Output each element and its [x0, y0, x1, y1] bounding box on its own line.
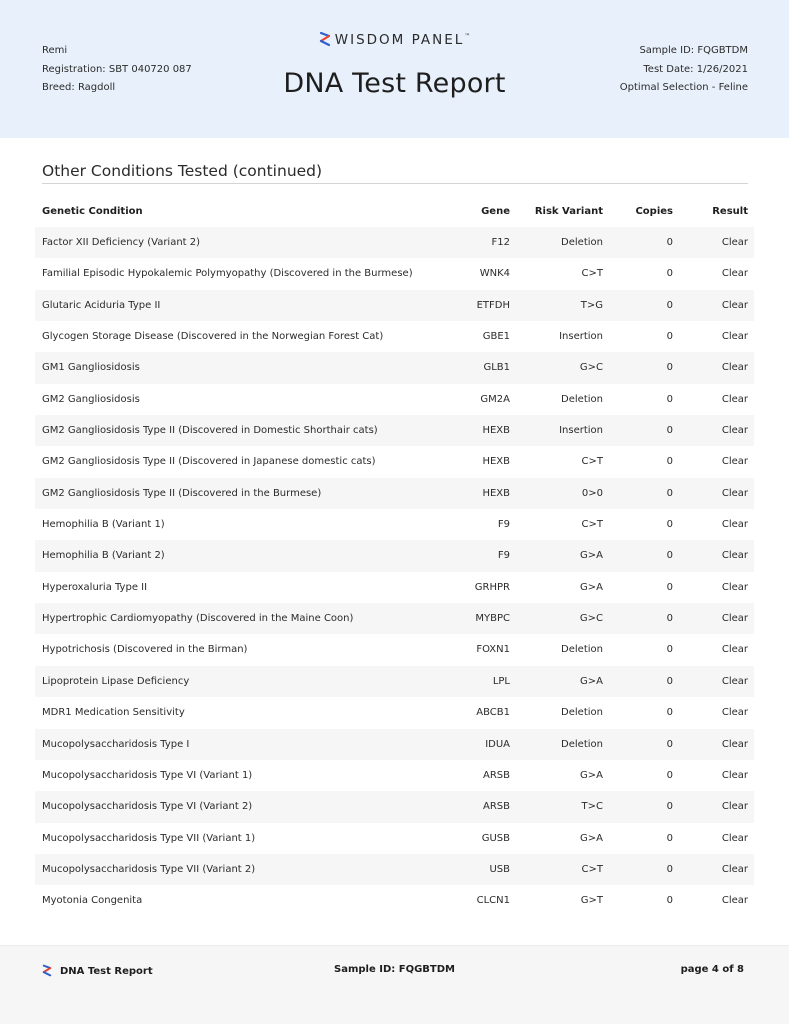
- section-title: Other Conditions Tested (continued): [42, 162, 323, 180]
- result-cell: Clear: [721, 863, 748, 875]
- condition-cell: GM1 Gangliosidosis: [42, 362, 140, 374]
- risk-variant-cell: G>A: [580, 832, 603, 844]
- result-cell: Clear: [721, 331, 748, 343]
- condition-cell: Mucopolysaccharidosis Type I: [42, 738, 190, 750]
- risk-variant-cell: G>T: [580, 895, 603, 907]
- gene-cell: F12: [491, 237, 510, 248]
- copies-cell: 0: [666, 268, 673, 280]
- footer-page-number: page 4 of 8: [680, 964, 744, 975]
- registration: Registration: SBT 040720 087: [42, 63, 192, 75]
- table-row: [35, 415, 754, 446]
- risk-variant-cell: G>C: [579, 613, 603, 625]
- condition-cell: GM2 Gangliosidosis Type II (Discovered in Domestic Shorthair cats): [42, 425, 378, 437]
- risk-variant-cell: T>C: [581, 801, 603, 813]
- condition-cell: Glycogen Storage Disease (Discovered in the Norwegian Forest Cat): [42, 331, 384, 343]
- table-row: [35, 478, 754, 509]
- copies-cell: 0: [666, 299, 673, 311]
- table-row: [35, 729, 754, 760]
- risk-variant-cell: Insertion: [559, 425, 603, 437]
- report-header: [0, 0, 789, 138]
- condition-cell: Familial Episodic Hypokalemic Polymyopathy (Discovered in the Burmese): [42, 268, 413, 280]
- condition-cell: Hemophilia B (Variant 1): [42, 519, 165, 531]
- risk-variant-cell: G>A: [580, 550, 603, 562]
- table-row: [35, 697, 754, 728]
- gene-cell: MYBPC: [475, 613, 510, 625]
- table-row: [35, 760, 754, 791]
- risk-variant-cell: G>A: [580, 769, 603, 781]
- gene-cell: F9: [497, 519, 510, 531]
- table-row: [35, 823, 754, 854]
- risk-variant-cell: G>A: [580, 581, 603, 593]
- gene-cell: GBE1: [482, 331, 510, 343]
- gene-cell: ABCB1: [476, 707, 510, 719]
- result-cell: Clear: [721, 895, 748, 907]
- copies-cell: 0: [666, 738, 673, 750]
- result-cell: Clear: [721, 456, 748, 468]
- test-date: Test Date: 1/26/2021: [643, 63, 748, 75]
- copies-cell: 0: [666, 769, 673, 781]
- gene-cell: GLB1: [483, 362, 510, 374]
- gene-cell: HEXB: [482, 487, 510, 499]
- result-cell: Clear: [721, 832, 748, 844]
- column-header-copies: Copies: [635, 206, 673, 217]
- report-title: DNA Test Report: [283, 68, 506, 99]
- result-cell: Clear: [721, 519, 748, 531]
- risk-variant-cell: C>T: [581, 456, 603, 468]
- result-cell: Clear: [721, 550, 748, 562]
- risk-variant-cell: G>C: [579, 362, 603, 374]
- risk-variant-cell: Deletion: [561, 393, 603, 405]
- table-row: [35, 227, 754, 258]
- result-cell: Clear: [721, 425, 748, 437]
- table-row: [35, 603, 754, 634]
- copies-cell: 0: [666, 895, 673, 907]
- condition-cell: Hemophilia B (Variant 2): [42, 550, 165, 562]
- table-row: [35, 509, 754, 540]
- result-cell: Clear: [721, 393, 748, 405]
- condition-cell: Mucopolysaccharidosis Type VI (Variant 2): [42, 801, 253, 813]
- wisdom-panel-logo-icon: [319, 31, 331, 51]
- gene-cell: ETFDH: [476, 299, 510, 311]
- copies-cell: 0: [666, 331, 673, 343]
- table-row: [35, 384, 754, 415]
- table-row: [35, 791, 754, 822]
- copies-cell: 0: [666, 707, 673, 719]
- gene-cell: GUSB: [481, 832, 510, 844]
- condition-cell: GM2 Gangliosidosis Type II (Discovered in the Burmese): [42, 487, 322, 499]
- risk-variant-cell: Deletion: [561, 644, 603, 656]
- product-name: Optimal Selection - Feline: [619, 82, 748, 93]
- result-cell: Clear: [721, 707, 748, 719]
- gene-cell: GRHPR: [474, 581, 510, 593]
- table-row: [35, 321, 754, 352]
- copies-cell: 0: [666, 863, 673, 875]
- result-cell: Clear: [721, 299, 748, 311]
- table-row: [35, 446, 754, 477]
- condition-cell: Hypertrophic Cardiomyopathy (Discovered in the Maine Coon): [42, 613, 354, 625]
- section-divider: [42, 183, 748, 184]
- table-header-row: [35, 196, 754, 227]
- table-row: [35, 540, 754, 571]
- result-cell: Clear: [721, 581, 748, 593]
- risk-variant-cell: C>T: [581, 863, 603, 875]
- table-row: [35, 572, 754, 603]
- condition-cell: Mucopolysaccharidosis Type VII (Variant 2): [42, 863, 256, 875]
- condition-cell: Hypotrichosis (Discovered in the Birman): [42, 644, 248, 656]
- condition-cell: Lipoprotein Lipase Deficiency: [42, 675, 190, 687]
- sample-info: [620, 42, 748, 98]
- result-cell: Clear: [721, 769, 748, 781]
- gene-cell: FOXN1: [476, 644, 510, 656]
- copies-cell: 0: [666, 801, 673, 813]
- gene-cell: ARSB: [483, 769, 510, 781]
- column-header-condition: Genetic Condition: [42, 206, 143, 217]
- table-row: [35, 258, 754, 289]
- gene-cell: IDUA: [485, 738, 510, 750]
- result-cell: Clear: [721, 487, 748, 499]
- table-row: [35, 666, 754, 697]
- copies-cell: 0: [666, 237, 673, 248]
- risk-variant-cell: Deletion: [561, 237, 603, 248]
- condition-cell: Factor XII Deficiency (Variant 2): [42, 237, 201, 248]
- copies-cell: 0: [666, 550, 673, 562]
- condition-cell: Hyperoxaluria Type II: [42, 581, 148, 593]
- pet-name: Remi: [42, 45, 68, 56]
- result-cell: Clear: [721, 801, 748, 813]
- result-cell: Clear: [721, 675, 748, 687]
- risk-variant-cell: G>A: [580, 675, 603, 687]
- gene-cell: HEXB: [482, 425, 510, 437]
- condition-cell: GM2 Gangliosidosis: [42, 393, 140, 405]
- gene-cell: F9: [497, 550, 510, 562]
- gene-cell: GM2A: [480, 393, 510, 405]
- breed: Breed: Ragdoll: [42, 82, 116, 93]
- condition-cell: Glutaric Aciduria Type II: [42, 299, 161, 311]
- result-cell: Clear: [721, 644, 748, 656]
- footer-title: DNA Test Report: [60, 966, 153, 977]
- risk-variant-cell: Deletion: [561, 707, 603, 719]
- copies-cell: 0: [666, 456, 673, 468]
- gene-cell: WNK4: [479, 268, 510, 280]
- copies-cell: 0: [666, 425, 673, 437]
- condition-cell: Mucopolysaccharidosis Type VI (Variant 1): [42, 769, 253, 781]
- report-footer: [0, 945, 789, 1024]
- risk-variant-cell: Insertion: [559, 331, 603, 343]
- conditions-table: [35, 196, 754, 917]
- sample-id: Sample ID: FQGBTDM: [639, 45, 748, 56]
- table-row: [35, 885, 754, 916]
- copies-cell: 0: [666, 519, 673, 531]
- result-cell: Clear: [721, 362, 748, 374]
- copies-cell: 0: [666, 613, 673, 625]
- condition-cell: Mucopolysaccharidosis Type VII (Variant 1): [42, 832, 256, 844]
- result-cell: Clear: [721, 268, 748, 280]
- risk-variant-cell: C>T: [581, 519, 603, 531]
- risk-variant-cell: T>G: [580, 299, 603, 311]
- gene-cell: ARSB: [483, 801, 510, 813]
- result-cell: Clear: [721, 237, 748, 248]
- gene-cell: USB: [489, 863, 510, 875]
- column-header-gene: Gene: [481, 206, 510, 217]
- risk-variant-cell: C>T: [581, 268, 603, 280]
- copies-cell: 0: [666, 487, 673, 499]
- table-row: [35, 352, 754, 383]
- result-cell: Clear: [721, 613, 748, 625]
- table-row: [35, 634, 754, 665]
- risk-variant-cell: Deletion: [561, 738, 603, 750]
- footer-sample-id: Sample ID: FQGBTDM: [334, 964, 455, 975]
- copies-cell: 0: [666, 581, 673, 593]
- copies-cell: 0: [666, 393, 673, 405]
- copies-cell: 0: [666, 362, 673, 374]
- table-row: [35, 854, 754, 885]
- column-header-result: Result: [712, 206, 748, 217]
- column-header-risk-variant: Risk Variant: [534, 206, 603, 217]
- copies-cell: 0: [666, 644, 673, 656]
- trademark: ™: [464, 33, 471, 40]
- brand-name: WISDOM PANEL: [334, 32, 465, 48]
- copies-cell: 0: [666, 832, 673, 844]
- table-row: [35, 290, 754, 321]
- gene-cell: LPL: [492, 675, 510, 687]
- condition-cell: GM2 Gangliosidosis Type II (Discovered in Japanese domestic cats): [42, 456, 376, 468]
- gene-cell: CLCN1: [476, 895, 510, 907]
- gene-cell: HEXB: [482, 456, 510, 468]
- result-cell: Clear: [721, 738, 748, 750]
- condition-cell: MDR1 Medication Sensitivity: [42, 707, 185, 719]
- copies-cell: 0: [666, 675, 673, 687]
- condition-cell: Myotonia Congenita: [42, 895, 143, 907]
- risk-variant-cell: 0>0: [581, 487, 603, 499]
